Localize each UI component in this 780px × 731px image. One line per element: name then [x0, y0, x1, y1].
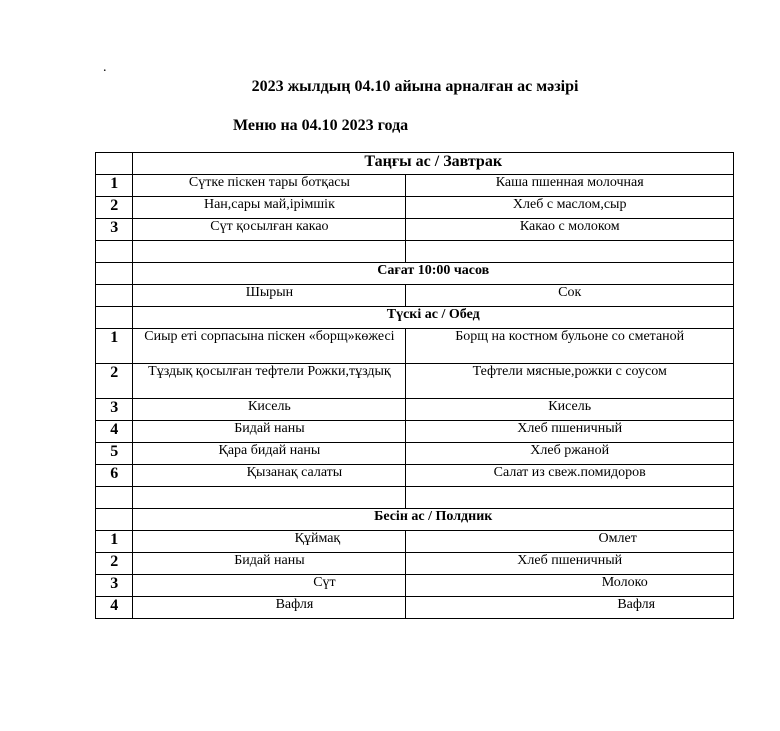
dish-ru: Хлеб ржаной — [406, 443, 734, 465]
page-title-kz: 2023 жылдың 04.10 айына арналған ас мәзірі — [251, 78, 579, 95]
dish-kz: Тұздық қосылған тефтели Рожки,тұздық — [133, 364, 406, 399]
dish-kz: Құймақ — [133, 531, 406, 553]
page-title-ru: Меню на 04.10 2023 года — [233, 117, 409, 134]
section-row-lunch — [96, 307, 734, 329]
table-row — [96, 399, 734, 421]
empty-cell — [96, 285, 133, 307]
dish-ru: Хлеб пшеничный — [406, 421, 734, 443]
dish-ru: Вафля — [406, 597, 734, 619]
dish-kz: Кисель — [133, 399, 406, 421]
table-row — [96, 197, 734, 219]
dish-ru: Салат из свеж.помидоров — [406, 465, 734, 487]
dish-ru: Какао с молоком — [406, 219, 734, 241]
dish-kz: Бидай наны — [133, 553, 406, 575]
menu-table — [95, 152, 734, 619]
table-row — [96, 443, 734, 465]
dish-ru: Хлеб с маслом,сыр — [406, 197, 734, 219]
dish-kz: Бидай наны — [133, 421, 406, 443]
section-heading-breakfast: Таңғы ас / Завтрак — [133, 153, 734, 175]
row-number: 2 — [96, 364, 133, 399]
dish-kz: Сүт — [133, 575, 406, 597]
dish-ru: Сок — [406, 285, 734, 307]
dish-ru: Омлет — [406, 531, 734, 553]
empty-cell — [96, 509, 133, 531]
row-number: 3 — [96, 399, 133, 421]
row-number: 4 — [96, 421, 133, 443]
empty-cell — [406, 241, 734, 263]
dish-kz: Вафля — [133, 597, 406, 619]
dish-ru: Молоко — [406, 575, 734, 597]
table-row — [96, 364, 734, 399]
dish-kz: Қара бидай наны — [133, 443, 406, 465]
section-row-breakfast — [96, 153, 734, 175]
table-row — [96, 597, 734, 619]
dish-ru: Борщ на костном бульоне со сметаной — [406, 329, 734, 364]
empty-cell — [96, 263, 133, 285]
table-row — [96, 575, 734, 597]
row-number: 6 — [96, 465, 133, 487]
table-row — [96, 175, 734, 197]
row-number: 2 — [96, 197, 133, 219]
dish-kz: Қызанақ салаты — [133, 465, 406, 487]
row-number: 3 — [96, 575, 133, 597]
empty-cell — [406, 487, 734, 509]
stray-dot: . — [103, 60, 107, 75]
table-row — [96, 219, 734, 241]
section-row-afternoon — [96, 509, 734, 531]
row-number: 1 — [96, 531, 133, 553]
table-row — [96, 553, 734, 575]
dish-kz: Сүтке піскен тары ботқасы — [133, 175, 406, 197]
dish-kz: Нан,сары май,ірімшік — [133, 197, 406, 219]
empty-cell — [133, 487, 406, 509]
empty-cell — [96, 307, 133, 329]
row-number: 1 — [96, 329, 133, 364]
dish-ru: Каша пшенная молочная — [406, 175, 734, 197]
empty-row — [96, 241, 734, 263]
row-number: 2 — [96, 553, 133, 575]
empty-cell — [96, 153, 133, 175]
dish-kz: Сүт қосылған какао — [133, 219, 406, 241]
table-row — [96, 465, 734, 487]
empty-row — [96, 487, 734, 509]
section-heading-lunch: Түскі ас / Обед — [133, 307, 734, 329]
empty-cell — [96, 487, 133, 509]
row-number: 5 — [96, 443, 133, 465]
section-heading-afternoon: Бесін ас / Полдник — [133, 509, 734, 531]
table-row — [96, 285, 734, 307]
table-row — [96, 329, 734, 364]
table-row — [96, 421, 734, 443]
dish-kz: Сиыр еті сорпасына піскен «борщ»көжесі — [133, 329, 406, 364]
dish-ru: Тефтели мясные,рожки с соусом — [406, 364, 734, 399]
empty-cell — [133, 241, 406, 263]
dish-ru: Кисель — [406, 399, 734, 421]
empty-cell — [96, 241, 133, 263]
row-number: 1 — [96, 175, 133, 197]
table-row — [96, 531, 734, 553]
dish-ru: Хлеб пшеничный — [406, 553, 734, 575]
row-number: 3 — [96, 219, 133, 241]
row-number: 4 — [96, 597, 133, 619]
dish-kz: Шырын — [133, 285, 406, 307]
section-heading-snack: Сағат 10:00 часов — [133, 263, 734, 285]
section-row-snack — [96, 263, 734, 285]
